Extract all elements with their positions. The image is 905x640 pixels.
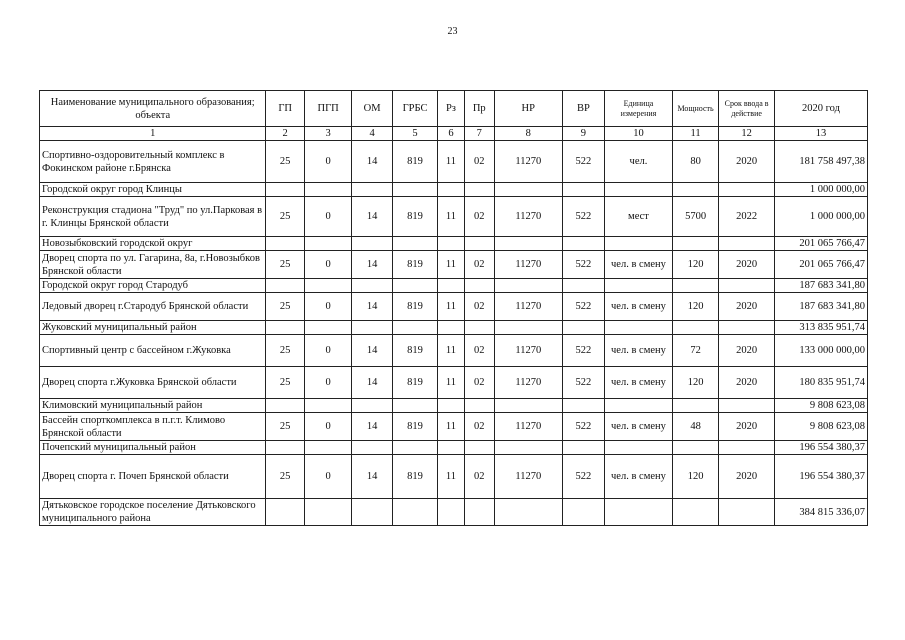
pgp-cell: 0 [304,455,352,499]
object-name: Спортивный центр с бассейном г.Жуковка [40,335,266,367]
om-cell [352,321,392,335]
vr-cell: 522 [562,455,604,499]
unit-cell [605,279,673,293]
rz-cell: 11 [438,413,464,441]
nr-cell: 11270 [494,251,562,279]
om-cell: 14 [352,413,392,441]
gp-cell: 25 [266,335,304,367]
vr-cell [562,321,604,335]
pgp-cell [304,237,352,251]
rz-cell [438,237,464,251]
gp-cell: 25 [266,413,304,441]
nr-cell [494,441,562,455]
vr-cell: 522 [562,141,604,183]
pr-cell: 02 [464,367,494,399]
term-cell [719,499,775,526]
rz-cell: 11 [438,455,464,499]
capacity-cell [672,321,719,335]
nr-cell: 11270 [494,197,562,237]
rz-cell [438,321,464,335]
amount-2020-cell: 9 808 623,08 [774,413,867,441]
group-row [40,399,868,413]
om-cell [352,399,392,413]
grbs-cell [392,279,437,293]
unit-cell [605,499,673,526]
header-pr: Пр [464,91,494,127]
pr-cell: 02 [464,455,494,499]
nr-cell [494,237,562,251]
om-cell [352,183,392,197]
gp-cell [266,499,304,526]
rz-cell: 11 [438,293,464,321]
gp-cell [266,183,304,197]
vr-cell [562,499,604,526]
gp-cell: 25 [266,251,304,279]
group-row [40,183,868,197]
pr-cell: 02 [464,197,494,237]
pr-cell [464,441,494,455]
amount-2020-cell: 196 554 380,37 [774,441,867,455]
gp-cell: 25 [266,141,304,183]
object-row [40,455,868,499]
object-name: Дворец спорта г.Жуковка Брянской области [40,367,266,399]
header-gp: ГП [266,91,304,127]
term-cell: 2022 [719,197,775,237]
pr-cell [464,499,494,526]
amount-2020-cell: 313 835 951,74 [774,321,867,335]
nr-cell [494,399,562,413]
column-number: 7 [464,127,494,141]
object-name: Реконструкция стадиона "Труд" по ул.Парковая в г. Клинцы Брянской области [40,197,266,237]
pr-cell [464,399,494,413]
nr-cell [494,499,562,526]
pr-cell: 02 [464,251,494,279]
column-number: 8 [494,127,562,141]
pr-cell [464,279,494,293]
rz-cell [438,399,464,413]
header-2020: 2020 год [774,91,867,127]
vr-cell: 522 [562,413,604,441]
header-name: Наименование муниципального образования; объекта [40,91,266,127]
om-cell [352,441,392,455]
column-numbers-row [40,127,868,141]
header-vr: ВР [562,91,604,127]
amount-2020-cell: 384 815 336,07 [774,499,867,526]
term-cell: 2020 [719,413,775,441]
term-cell: 2020 [719,141,775,183]
grbs-cell: 819 [392,293,437,321]
header-nr: НР [494,91,562,127]
term-cell: 2020 [719,251,775,279]
unit-cell: чел. в смену [605,413,673,441]
pgp-cell [304,441,352,455]
vr-cell [562,183,604,197]
column-number: 13 [774,127,867,141]
group-row [40,499,868,526]
grbs-cell: 819 [392,141,437,183]
unit-cell [605,183,673,197]
unit-cell: чел. в смену [605,455,673,499]
column-number: 2 [266,127,304,141]
pgp-cell: 0 [304,141,352,183]
vr-cell [562,279,604,293]
nr-cell [494,321,562,335]
pgp-cell: 0 [304,197,352,237]
nr-cell: 11270 [494,141,562,183]
amount-2020-cell: 133 000 000,00 [774,335,867,367]
capacity-cell: 5700 [672,197,719,237]
object-name: Ледовый дворец г.Стародуб Брянской области [40,293,266,321]
capacity-cell [672,399,719,413]
column-number: 5 [392,127,437,141]
om-cell [352,499,392,526]
municipality-name: Новозыбковский городской округ [40,237,266,251]
pgp-cell: 0 [304,251,352,279]
om-cell: 14 [352,251,392,279]
term-cell: 2020 [719,293,775,321]
capacity-cell [672,183,719,197]
column-number: 4 [352,127,392,141]
group-row [40,237,868,251]
vr-cell [562,441,604,455]
header-grbs: ГРБС [392,91,437,127]
header-term: Срок ввода в действие [719,91,775,127]
grbs-cell: 819 [392,413,437,441]
rz-cell: 11 [438,251,464,279]
header-unit: Единица измерения [605,91,673,127]
municipality-name: Городской округ город Стародуб [40,279,266,293]
capacity-cell: 80 [672,141,719,183]
pgp-cell [304,279,352,293]
column-number: 11 [672,127,719,141]
page-number: 23 [447,26,458,37]
object-row [40,141,868,183]
municipality-name: Жуковский муниципальный район [40,321,266,335]
pgp-cell: 0 [304,413,352,441]
nr-cell: 11270 [494,413,562,441]
grbs-cell: 819 [392,251,437,279]
grbs-cell: 819 [392,335,437,367]
object-row [40,335,868,367]
gp-cell: 25 [266,293,304,321]
term-cell: 2020 [719,367,775,399]
grbs-cell [392,237,437,251]
grbs-cell: 819 [392,455,437,499]
vr-cell [562,237,604,251]
gp-cell: 25 [266,455,304,499]
grbs-cell: 819 [392,367,437,399]
amount-2020-cell: 1 000 000,00 [774,197,867,237]
capacity-cell [672,279,719,293]
column-number: 10 [605,127,673,141]
object-row [40,197,868,237]
rz-cell: 11 [438,335,464,367]
vr-cell: 522 [562,335,604,367]
capacity-cell: 120 [672,293,719,321]
gp-cell: 25 [266,367,304,399]
pgp-cell [304,499,352,526]
group-row [40,441,868,455]
pr-cell: 02 [464,413,494,441]
unit-cell: чел. [605,141,673,183]
grbs-cell [392,441,437,455]
capacity-cell [672,237,719,251]
pgp-cell [304,183,352,197]
budget-table [39,90,868,526]
header-capacity: Мощность [672,91,719,127]
municipality-name: Почепский муниципальный район [40,441,266,455]
gp-cell [266,279,304,293]
om-cell [352,237,392,251]
term-cell [719,237,775,251]
column-number: 6 [438,127,464,141]
group-row [40,321,868,335]
capacity-cell [672,441,719,455]
unit-cell: чел. в смену [605,251,673,279]
object-name: Бассейн спорткомплекса в п.г.т. Климово Брянской области [40,413,266,441]
pr-cell [464,237,494,251]
rz-cell [438,499,464,526]
municipality-name: Городской округ город Клинцы [40,183,266,197]
amount-2020-cell: 201 065 766,47 [774,237,867,251]
vr-cell: 522 [562,293,604,321]
nr-cell [494,183,562,197]
rz-cell: 11 [438,141,464,183]
grbs-cell [392,499,437,526]
unit-cell [605,399,673,413]
object-row [40,251,868,279]
object-name: Спортивно-оздоровительный комплекс в Фокинском районе г.Брянска [40,141,266,183]
amount-2020-cell: 1 000 000,00 [774,183,867,197]
object-name: Дворец спорта по ул. Гагарина, 8а, г.Новозыбков Брянской области [40,251,266,279]
unit-cell: чел. в смену [605,367,673,399]
column-number: 12 [719,127,775,141]
vr-cell: 522 [562,367,604,399]
pr-cell: 02 [464,335,494,367]
nr-cell: 11270 [494,335,562,367]
term-cell [719,399,775,413]
pr-cell: 02 [464,293,494,321]
rz-cell [438,441,464,455]
pgp-cell: 0 [304,367,352,399]
header-om: ОМ [352,91,392,127]
capacity-cell: 120 [672,455,719,499]
group-row [40,279,868,293]
term-cell [719,183,775,197]
om-cell: 14 [352,293,392,321]
term-cell [719,441,775,455]
table-body [40,141,868,526]
pgp-cell [304,399,352,413]
unit-cell: чел. в смену [605,293,673,321]
om-cell: 14 [352,197,392,237]
amount-2020-cell: 187 683 341,80 [774,279,867,293]
municipality-name: Климовский муниципальный район [40,399,266,413]
unit-cell [605,441,673,455]
om-cell: 14 [352,141,392,183]
pgp-cell [304,321,352,335]
capacity-cell: 48 [672,413,719,441]
column-number: 1 [40,127,266,141]
rz-cell: 11 [438,197,464,237]
om-cell: 14 [352,367,392,399]
pr-cell [464,321,494,335]
pr-cell: 02 [464,141,494,183]
capacity-cell: 120 [672,251,719,279]
amount-2020-cell: 181 758 497,38 [774,141,867,183]
capacity-cell [672,499,719,526]
amount-2020-cell: 201 065 766,47 [774,251,867,279]
om-cell: 14 [352,335,392,367]
gp-cell: 25 [266,197,304,237]
grbs-cell: 819 [392,197,437,237]
object-row [40,293,868,321]
unit-cell: мест [605,197,673,237]
object-name: Дворец спорта г. Почеп Брянской области [40,455,266,499]
term-cell: 2020 [719,335,775,367]
unit-cell [605,237,673,251]
rz-cell [438,183,464,197]
column-number: 9 [562,127,604,141]
pgp-cell: 0 [304,335,352,367]
header-rz: Рз [438,91,464,127]
gp-cell [266,399,304,413]
vr-cell [562,399,604,413]
gp-cell [266,441,304,455]
gp-cell [266,321,304,335]
pr-cell [464,183,494,197]
object-row [40,367,868,399]
amount-2020-cell: 180 835 951,74 [774,367,867,399]
column-number: 3 [304,127,352,141]
pgp-cell: 0 [304,293,352,321]
object-row [40,413,868,441]
term-cell [719,321,775,335]
capacity-cell: 120 [672,367,719,399]
capacity-cell: 72 [672,335,719,367]
gp-cell [266,237,304,251]
term-cell [719,279,775,293]
nr-cell: 11270 [494,367,562,399]
unit-cell: чел. в смену [605,335,673,367]
rz-cell: 11 [438,367,464,399]
amount-2020-cell: 196 554 380,37 [774,455,867,499]
nr-cell: 11270 [494,455,562,499]
unit-cell [605,321,673,335]
amount-2020-cell: 187 683 341,80 [774,293,867,321]
rz-cell [438,279,464,293]
nr-cell: 11270 [494,293,562,321]
header-pgp: ПГП [304,91,352,127]
nr-cell [494,279,562,293]
vr-cell: 522 [562,251,604,279]
om-cell [352,279,392,293]
term-cell: 2020 [719,455,775,499]
municipality-name: Дятьковское городское поселение Дятьковского муниципального района [40,499,266,526]
grbs-cell [392,399,437,413]
om-cell: 14 [352,455,392,499]
grbs-cell [392,183,437,197]
grbs-cell [392,321,437,335]
amount-2020-cell: 9 808 623,08 [774,399,867,413]
vr-cell: 522 [562,197,604,237]
header-row [40,91,868,127]
